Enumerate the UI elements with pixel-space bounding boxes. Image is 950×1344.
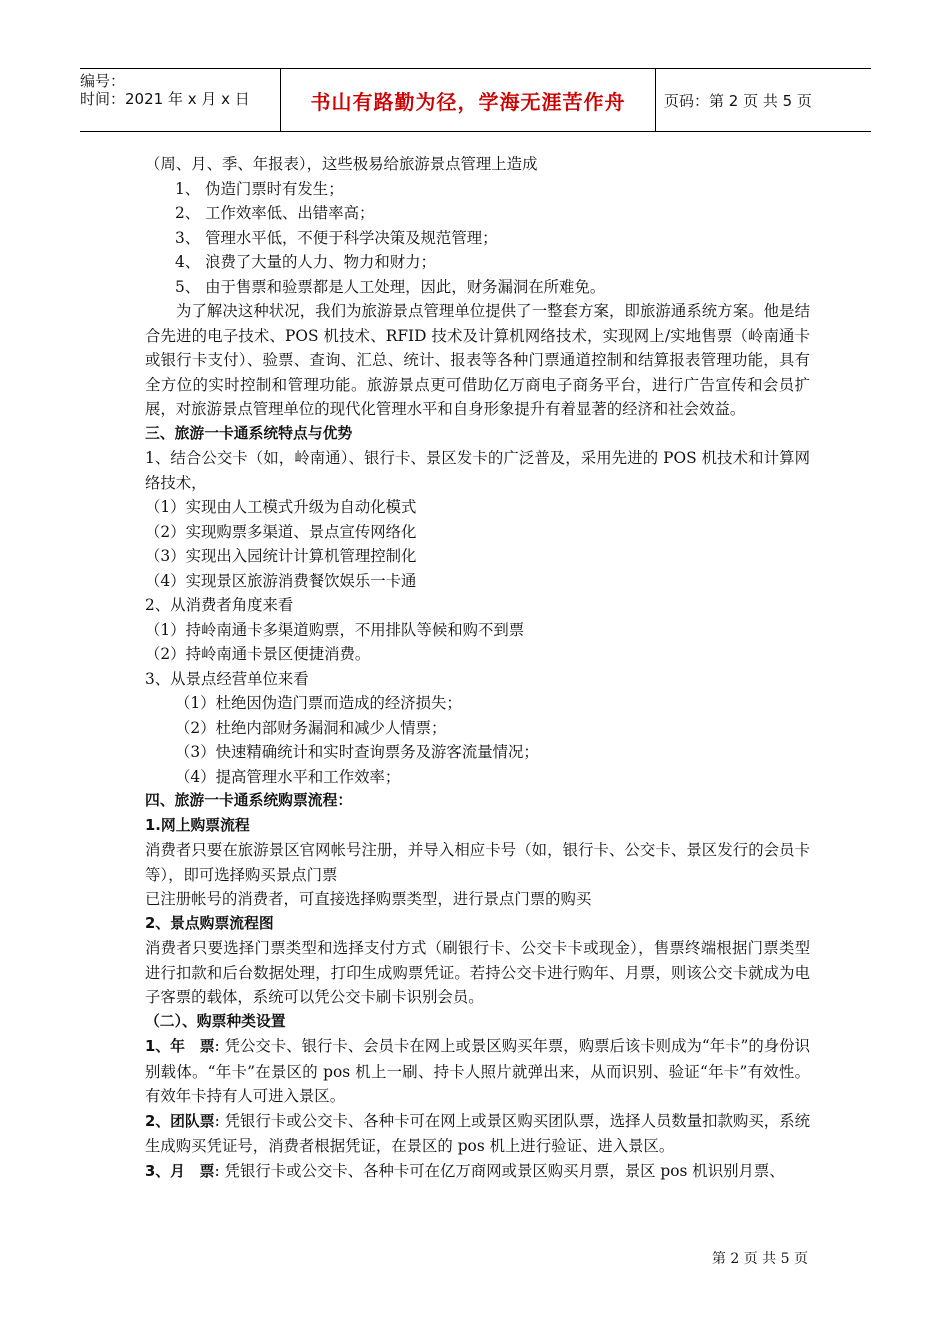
page-footer: 第 2 页 共 5 页: [711, 1251, 808, 1267]
paragraph: 已注册帐号的消费者，可直接选择购票类型，进行景点门票的购买: [145, 890, 592, 908]
list-item: （1）持岭南通卡多渠道购票，不用排队等候和购不到票: [145, 620, 525, 639]
header-motto: 书山有路勤为径，学海无涯苦作舟: [310, 89, 626, 114]
section-heading: 三、旅游一卡通系统特点与优势: [145, 424, 353, 442]
header-page-number: 页码：第 2 页 共 5 页: [664, 91, 812, 110]
list-item: 3、 管理水平低，不便于科学决策及规范管理；: [175, 228, 498, 247]
subheading: 2、从消费者角度来看: [145, 596, 294, 614]
paragraph: 消费者只要选择门票类型和选择支付方式（刷银行卡、公交卡卡或现金），售票终端根据门票类型进行扣款和后台数据处理，打印生成购票凭证。若持公交卡进行购年、月票，则该公交卡就成为电子客票的载体，系统可以凭公交卡刷卡识别会员。: [145, 939, 810, 1006]
list-item: 5、 由于售票和验票都是人工处理，因此，财务漏洞在所难免。: [175, 277, 606, 296]
ticket-type-label: 3、月 票: [145, 1162, 215, 1180]
list-item: （3）实现出入园统计计算机管理控制化: [145, 547, 417, 565]
list-item: （2）持岭南通卡景区便捷消费。: [145, 645, 371, 663]
paragraph: （周、月、季、年报表），这些极易给旅游景点管理上造成: [145, 155, 538, 173]
ticket-type-text: : 凭银行卡或公交卡、各种卡可在亿万商网或景区购买月票，景区 pos 机识别月票、: [214, 1161, 785, 1180]
header-page-cell: [654, 69, 871, 131]
subheading: （二）、购票种类设置: [145, 1012, 286, 1030]
subheading: 3、从景点经营单位来看: [145, 669, 309, 688]
subheading: 1.网上购票流程: [145, 816, 250, 834]
page-header: [80, 68, 871, 132]
header-motto-cell: [280, 69, 656, 131]
document-body: [145, 152, 810, 1184]
list-item: （1）杜绝因伪造门票而造成的经济损失；: [175, 694, 462, 712]
paragraph: 为了解决这种状况，我们为旅游景点管理单位提供了一整套方案，即旅游通系统方案。他是结合先进的电子技术、POS 机技术、RFID 技术及计算机网络技术，实现网上/实地售票（岭南通卡或银行卡支付）、验票、查询、汇总、统计、报表等各种门票通道控制和结算报表管理功能，具有全方位的实时控制和管理功能。旅游景点更可借助亿万商电子商务平台，进行广告宣传和会员扩展，对旅游景点管理单位的现代化管理水平和自身形象提升有着显著的经济和社会效益。: [145, 302, 810, 418]
list-item: 4、 浪费了大量的人力、物力和财力；: [175, 253, 436, 271]
list-item: （2）实现购票多渠道、景点宣传网络化: [145, 522, 417, 541]
ticket-type-text: : 凭银行卡或公交卡、各种卡可在网上或景区购买团队票，选择人员数量扣款购买，系统生成购买凭证号，消费者根据凭证，在景区的 pos 机上进行验证、进入景区。: [145, 1111, 810, 1155]
list-item: （3）快速精确统计和实时查询票务及游客流量情况；: [175, 743, 539, 761]
ticket-type-label: 2、团队票: [145, 1112, 215, 1130]
document-date: 时间：2021 年 x 月 x 日: [80, 90, 250, 108]
list-item: 1、 伪造门票时有发生；: [175, 179, 344, 198]
ticket-type-label: 1、年 票: [145, 1038, 215, 1055]
subheading: 2、景点购票流程图: [145, 914, 274, 932]
list-item: （2）杜绝内部财务漏洞和减少人情票；: [175, 718, 447, 737]
list-item: 2、 工作效率低、出错率高；: [175, 204, 375, 222]
list-item: （1）实现由人工模式升级为自动化模式: [145, 498, 417, 516]
list-item: （4）提高管理水平和工作效率；: [175, 767, 401, 786]
section-heading: 四、旅游一卡通系统购票流程：: [145, 792, 353, 809]
list-item: （4）实现景区旅游消费餐饮娱乐一卡通: [145, 571, 417, 590]
document-number: 编号：: [80, 72, 126, 90]
header-meta: [80, 69, 280, 131]
paragraph: 消费者只要在旅游景区官网帐号注册，并导入相应卡号（如，银行卡、公交卡、景区发行的会员卡等），即可选择购买景点门票: [145, 841, 810, 884]
ticket-type-annual: [145, 1034, 810, 1109]
paragraph: 1、结合公交卡（如，岭南通）、银行卡、景区发卡的广泛普及，采用先进的 POS 机技术和计算网络技术，: [145, 449, 810, 492]
ticket-type-monthly: [145, 1159, 810, 1185]
ticket-type-text: : 凭公交卡、银行卡、会员卡在网上或景区购买年票，购票后该卡则成为“年卡”的身份识别载体。“年卡”在景区的 pos 机上一刷、持卡人照片就弹出来，从而识别、验证“年卡”有效性。有效年卡持有人可进入景区。: [145, 1037, 810, 1105]
ticket-type-group: [145, 1109, 810, 1159]
